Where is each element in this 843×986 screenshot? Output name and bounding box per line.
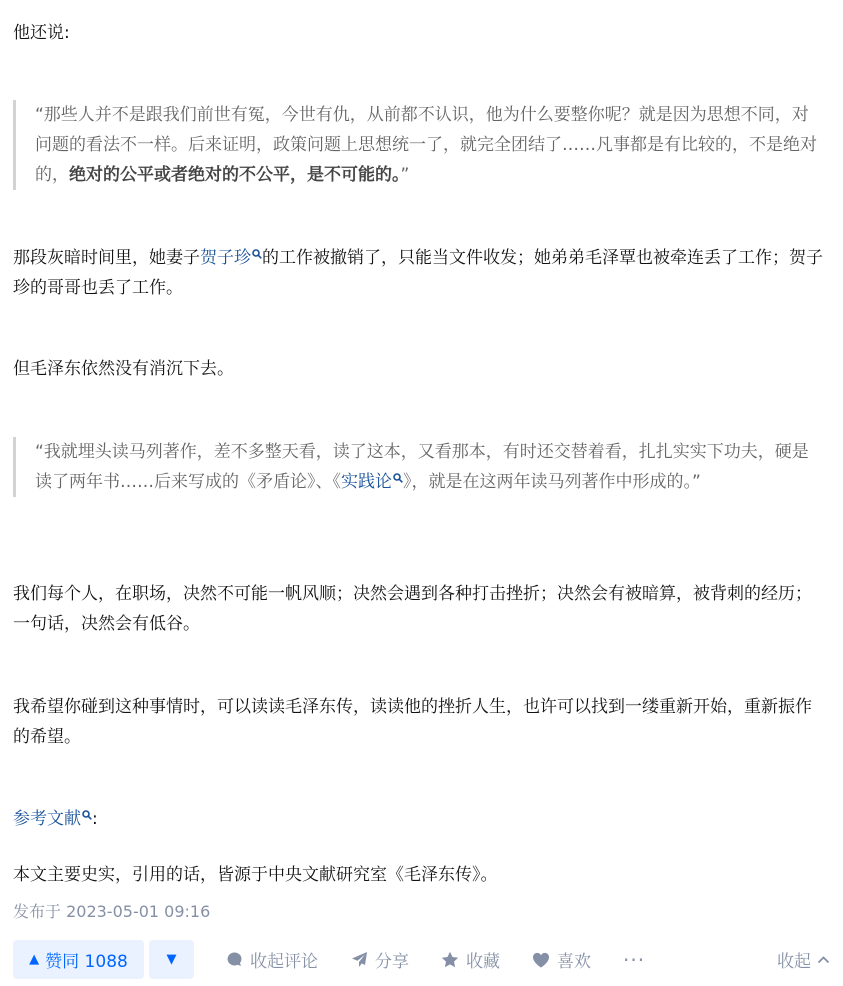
paragraph: 本文主要史实，引用的话，皆源于中央文献研究室《毛泽东传》。 (13, 865, 498, 885)
paragraph-text: 的工作被撤销了，只能当文件收发；她弟弟毛泽覃也被牵连丢了工作；贺子珍的哥哥也丢了工作。 (13, 248, 823, 298)
keyword-link-shijianlun[interactable] (341, 472, 403, 492)
blockquote (13, 100, 823, 190)
search-icon (252, 249, 262, 259)
quote-text: “那些人并不是跟我们前世有冤，今世有仇，从前都不认识，他为什么要整你呢？就是因为思想不同，对问题的看法不一样。后来证明，政策问题上思想统一了，就完全团结了……凡事都是有比较的，不是绝对的， (35, 105, 817, 185)
share-label: 分享 (375, 952, 409, 972)
keyword-link-label: 实践论 (341, 472, 392, 492)
publish-time[interactable]: 发布于 2023-05-01 09:16 (13, 902, 211, 921)
heart-icon (532, 952, 550, 968)
action-bar (13, 940, 830, 979)
like-label: 喜欢 (557, 952, 591, 972)
paragraph (13, 243, 823, 303)
favorite-label: 收藏 (466, 952, 500, 972)
favorite-button[interactable] (441, 940, 500, 979)
paragraph: 他还说: (13, 23, 70, 43)
blockquote (13, 437, 823, 497)
comment-button[interactable] (226, 940, 318, 979)
comment-icon (226, 951, 243, 968)
vote-up-label: 赞同 1088 (45, 952, 128, 972)
share-button[interactable] (351, 940, 409, 979)
keyword-link-hezizhen[interactable] (200, 248, 262, 268)
vote-down-button[interactable] (149, 940, 194, 979)
quote-text: 》，就是在这两年读马列著作中形成的。” (403, 472, 701, 492)
paragraph-text: 那段灰暗时间里，她妻子 (13, 248, 200, 268)
comment-label: 收起评论 (250, 952, 318, 972)
collapse-label: 收起 (777, 952, 811, 972)
keyword-link-label: 参考文献 (13, 809, 81, 829)
keyword-link-label: 贺子珍 (200, 248, 251, 268)
paragraph: 我们每个人，在职场，决然不可能一帆风顺；决然会遇到各种打击挫折；决然会有被暗算，被背刺的经历；一句话，决然会有低谷。 (13, 584, 812, 634)
quote-bold-text: 绝对的公平或者绝对的不公平，是不可能的。 (69, 165, 401, 185)
share-icon (351, 951, 368, 968)
more-button[interactable]: ··· (623, 947, 646, 972)
reference-suffix: : (92, 809, 98, 829)
paragraph: 我希望你碰到这种事情时，可以读读毛泽东传，读读他的挫折人生，也许可以找到一缕重新开始，重新振作的希望。 (13, 697, 812, 747)
search-icon (393, 473, 403, 483)
like-button[interactable] (532, 940, 591, 979)
triangle-up-icon: ▲ (29, 952, 40, 967)
paragraph: 但毛泽东依然没有消沉下去。 (13, 359, 234, 379)
quote-text: “我就埋头读马列著作，差不多整天看，读了这本，又看那本，有时还交替着看，扎扎实实下功夫，硬是读了两年书……后来写成的《矛盾论》、《 (35, 442, 809, 492)
quote-text-end: ” (400, 165, 410, 185)
collapse-button[interactable] (777, 940, 830, 979)
vote-up-button[interactable] (13, 940, 144, 979)
triangle-down-icon: ▼ (166, 952, 177, 967)
keyword-link-references[interactable] (13, 809, 92, 829)
search-icon (82, 810, 92, 820)
reference-heading (13, 804, 823, 834)
star-icon (441, 951, 459, 968)
chevron-up-icon (817, 955, 830, 964)
